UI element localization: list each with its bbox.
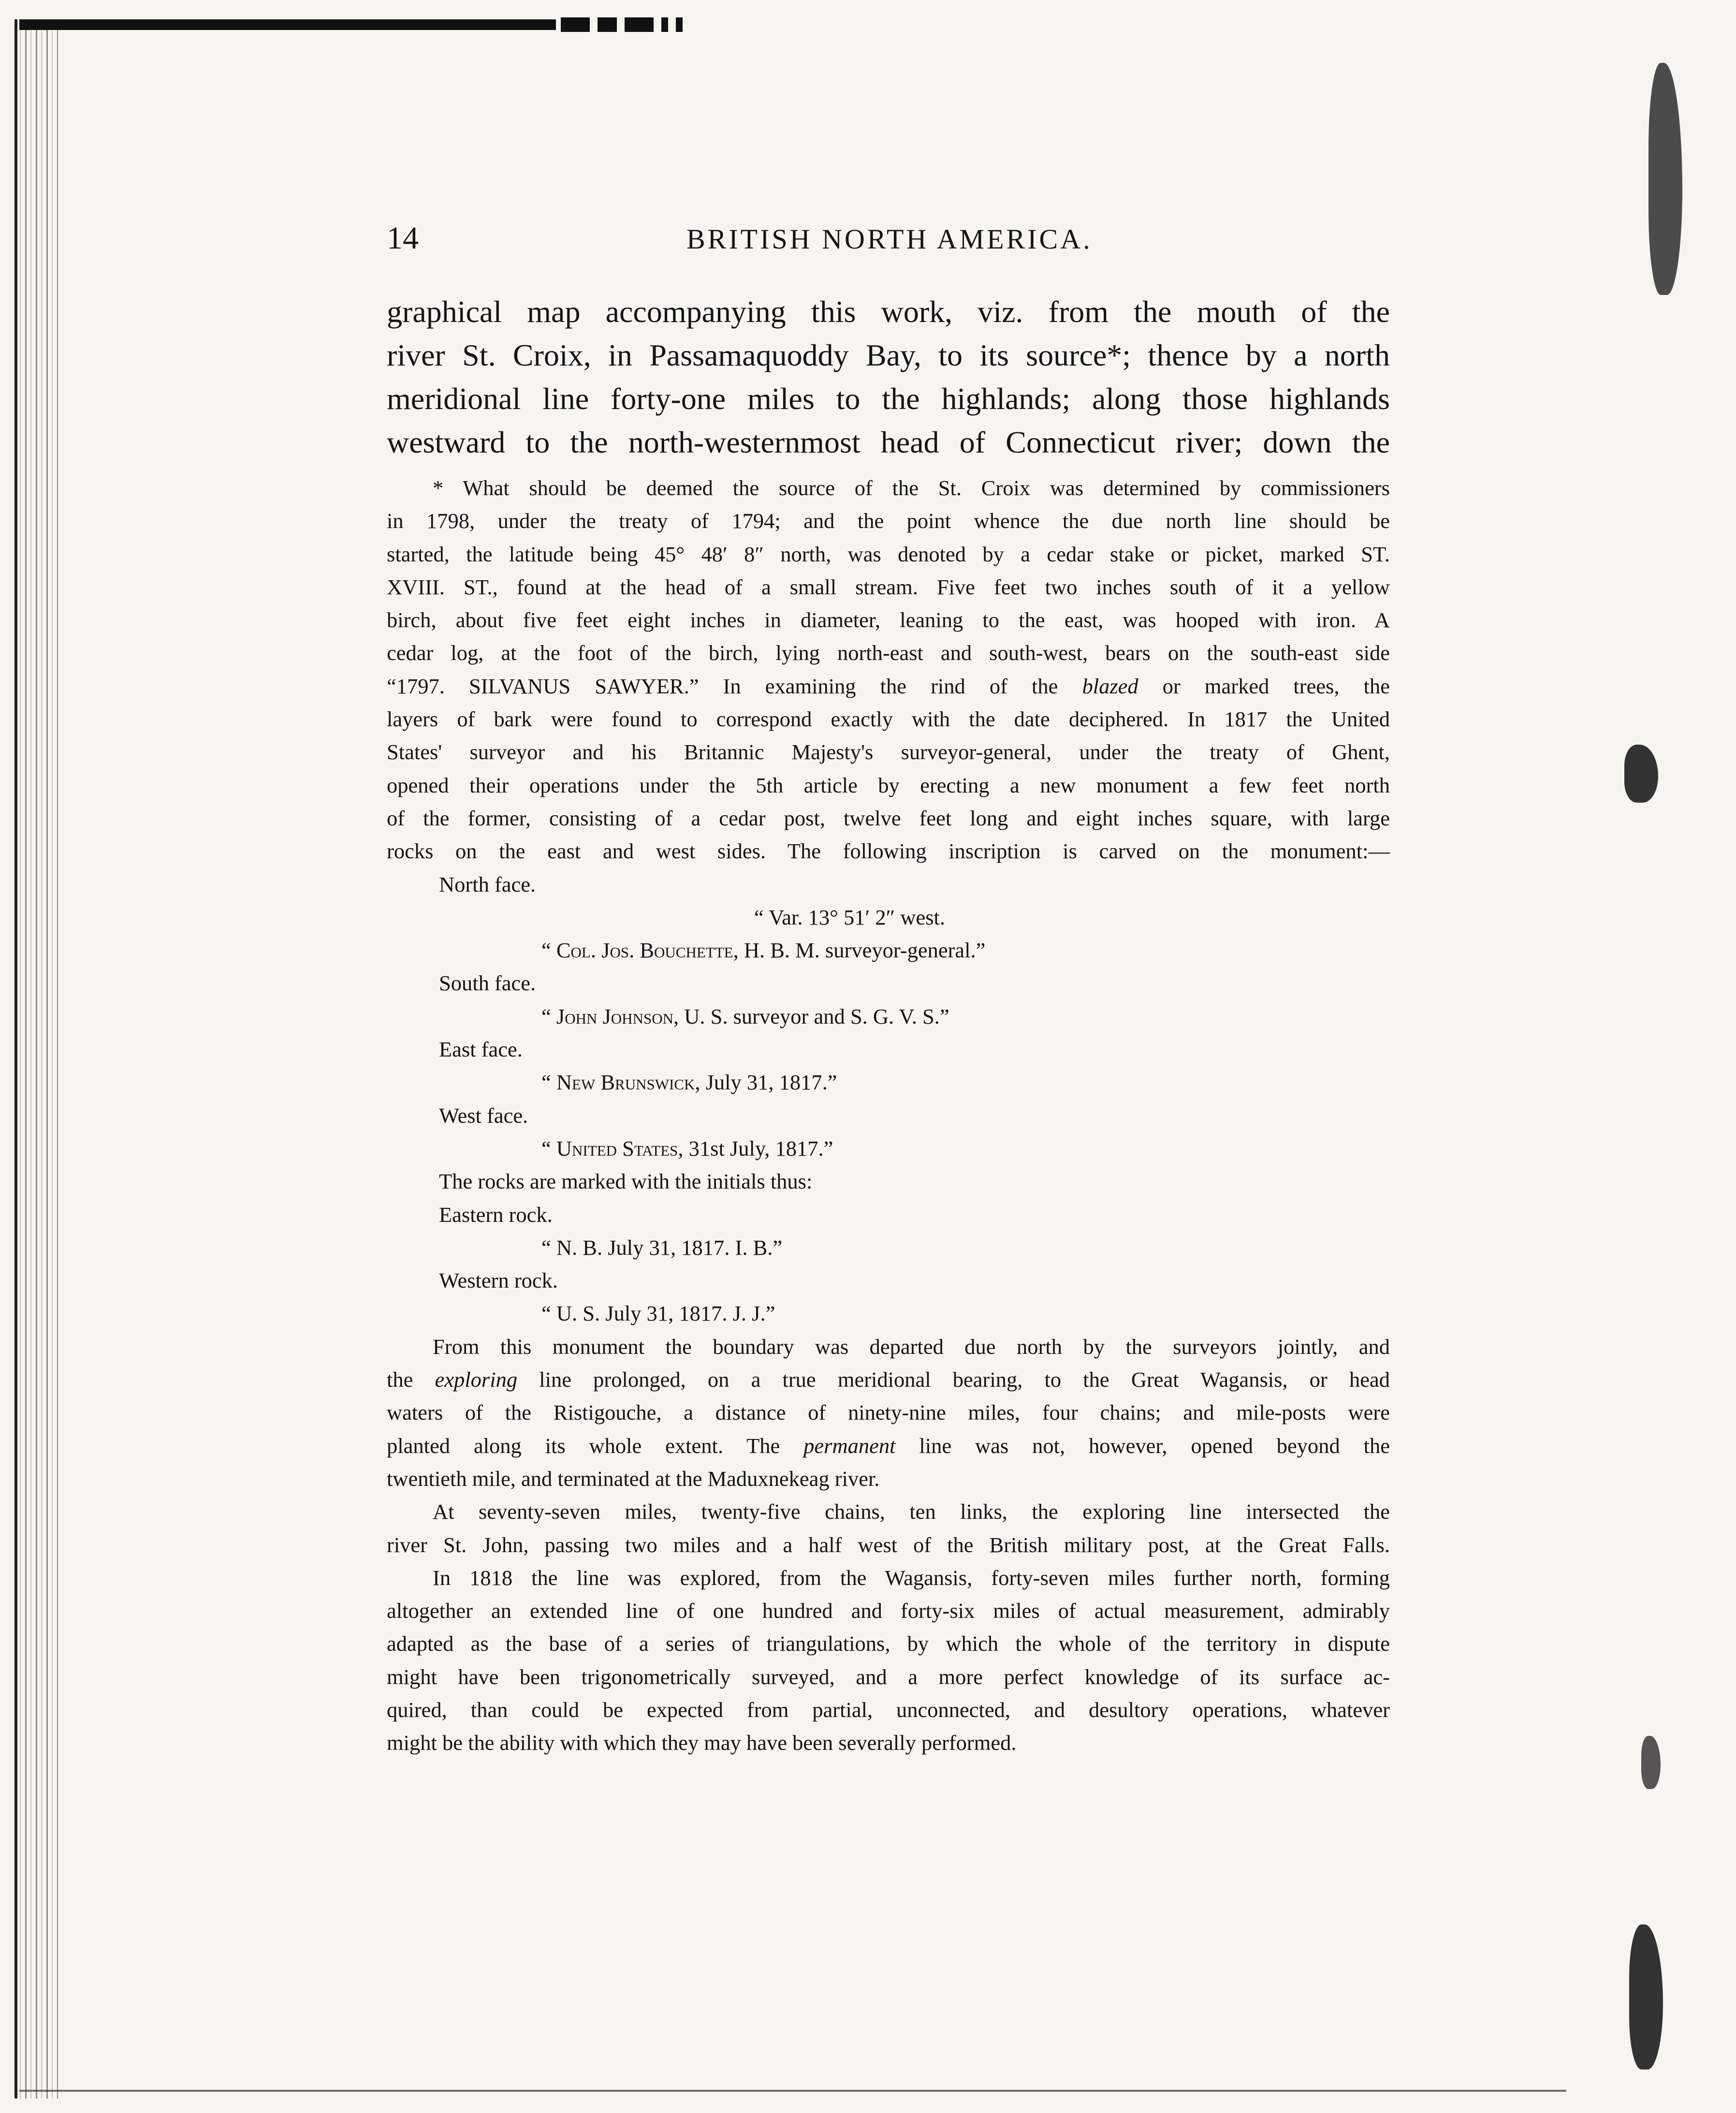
footnote-line: started, the latitude being 45° 48′ 8″ north, was denoted by a cedar stake or picket, marked ST. [387,542,1390,566]
footnote-line: altogether an extended line of one hundred and forty-six miles of actual measurement, admirably [387,1599,1390,1623]
footnote-line: river St. John, passing two miles and a half west of the British military post, at the Great Falls. [387,1532,1390,1557]
footnote-line: in 1798, under the treaty of 1794; and the point whence the due north line should be [387,509,1390,533]
footnote-line [387,1363,1390,1396]
running-title: BRITISH NORTH AMERICA. [686,223,1093,255]
inscription-text: U. S. surveyor and S. G. V. S.” [684,1004,949,1028]
east-face-inscription [387,1066,1390,1099]
scan-top-bar [19,19,556,30]
scan-smudge [1629,1924,1663,2069]
footnote-line: * What should be deemed the source of the St. Croix was determined by commissioners [433,476,1390,500]
eastern-rock-inscription: “ N. B. July 31, 1817. I. B.” [541,1235,783,1260]
footnote-line: quired, than could be expected from partial, unconnected, and desultory operations, whatever [387,1697,1390,1722]
footnote-text: the [387,1367,413,1392]
inscription-name: “ Col. Jos. Bouchette, [541,938,739,963]
footnote-text: planted along its whole extent. The [387,1433,780,1458]
inscription-text: 31st July, 1817.” [688,1136,833,1160]
footnote-line: In 1818 the line was explored, from the Wagansis, forty-seven miles further north, forming [433,1565,1390,1590]
western-rock-inscription: “ U. S. July 31, 1817. J. J.” [541,1301,775,1326]
north-face-inscription [387,934,1390,967]
inscription-text: July 31, 1817.” [705,1070,837,1095]
footnote-line: might be the ability with which they may have been severally performed. [387,1731,1017,1755]
footnote-line: rocks on the east and west sides. The following inscription is carved on the monument:— [387,839,1390,864]
footnote-line: From this monument the boundary was departed due north by the surveyors jointly, and [433,1334,1390,1359]
footnote-line [387,670,1390,703]
footnote-line: waters of the Ristigouche, a distance of ninety-nine miles, four chains; and mile-posts were [387,1400,1390,1425]
footnote-line: XVIII. ST., found at the head of a small stream. Five feet two inches south of it a yellow [387,574,1390,599]
text-line: river St. Croix, in Passamaquoddy Bay, to its source*; thence by a north [387,338,1390,372]
scan-bottom-rule [19,2090,1566,2092]
text-line: graphical map accompanying this work, viz. from the mouth of the [387,294,1390,329]
footnote-italic: permanent [803,1433,896,1458]
scan-left-edge [15,19,58,2098]
rocks-intro: The rocks are marked with the initials thus: [439,1169,813,1194]
south-face-heading: South face. [439,971,536,996]
footnote-line: of the former, consisting of a cedar post, twelve feet long and eight inches square, with large [387,806,1390,830]
footnote-line: opened their operations under the 5th article by erecting a new monument a few feet north [387,773,1390,797]
west-face-heading: West face. [439,1103,528,1128]
footnote-line: cedar log, at the foot of the birch, lying north-east and south-west, bears on the south-east side [387,641,1390,665]
western-rock-heading: Western rock. [439,1268,558,1293]
scan-top-blocks [561,17,683,32]
scan-smudge [1624,745,1658,803]
footnote [387,471,1390,1760]
footnote-line: might have been trigonometrically surveyed, and a more perfect knowledge of its surface ac- [387,1664,1390,1689]
south-face-inscription [387,1000,1390,1033]
footnote-line: At seventy-seven miles, twenty-five chains, ten links, the exploring line intersected the [433,1499,1390,1524]
scan-smudge [1641,1736,1661,1789]
text-line: meridional line forty-one miles to the highlands; along those highlands [387,382,1390,416]
footnote-line: States' surveyor and his Britannic Majesty's surveyor-general, under the treaty of Ghent, [387,740,1390,764]
footnote-italic: exploring [435,1367,518,1392]
scan-smudge [1648,63,1682,295]
footnote-line: adapted as the base of a series of triangulations, by which the whole of the territory in dispute [387,1631,1390,1656]
scan-left-border [15,19,17,2098]
footnote-text: line was not, however, opened beyond the [919,1433,1390,1458]
footnote-text: “1797. SILVANUS SAWYER.” In examining the rind of the [387,674,1058,698]
east-face-heading: East face. [439,1037,523,1062]
footnote-text: or marked trees, the [1162,674,1390,698]
north-face-inscription: “ Var. 13° 51′ 2″ west. [754,905,946,929]
eastern-rock-heading: Eastern rock. [439,1202,553,1227]
footnote-line: twentieth mile, and terminated at the Maduxnekeag river. [387,1466,880,1491]
north-face-heading: North face. [439,872,536,896]
footnote-line: layers of bark were found to correspond exactly with the date deciphered. In 1817 the United [387,707,1390,732]
page-number: 14 [387,220,419,256]
running-head [387,220,1402,259]
main-text [387,290,1390,464]
west-face-inscription [387,1132,1390,1165]
inscription-name: “ John Johnson, [541,1004,679,1028]
text-line: westward to the north-westernmost head of Connecticut river; down the [387,425,1390,459]
inscription-name: “ United States, [541,1136,684,1160]
footnote-italic: blazed [1082,674,1138,698]
footnote-text: line prolonged, on a true meridional bearing, to the Great Wagansis, or head [539,1367,1390,1392]
footnote-line [387,1429,1390,1462]
inscription-text: H. B. M. surveyor-general.” [744,938,986,963]
inscription-name: “ New Brunswick, [541,1070,700,1095]
footnote-line: birch, about five feet eight inches in diameter, leaning to the east, was hooped with iron. A [387,608,1390,632]
